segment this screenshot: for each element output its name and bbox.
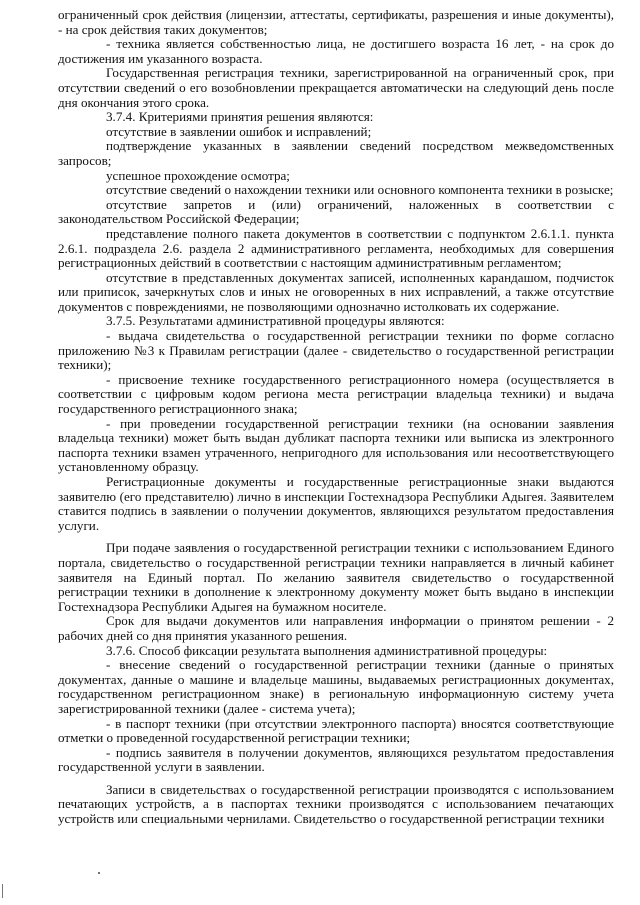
paragraph: 3.7.6. Способ фиксации результата выполнения административной процедуры: [106,642,548,658]
paragraph: отсутствие в представленных документах записей, исполненных карандашом, подчисток или приписок, зачеркнутых слов и иных не оговоренных в них исправлений, а также отсутствие документов с повреждениями, не позволяющими однозначно истолковать их содержание. [58,269,614,314]
paragraph: Записи в свидетельствах о государственной регистрации производятся с использованием печатающих устройств, а в паспортах техники производятся с использованием печатающих устройств или специальными чернилами. Свидетельство о государственной регистрации техники [58,781,614,827]
paragraph: - при проведении государственной регистрации техники (на основании заявления владельца техники) может быть выдан дубликат паспорта техники или выписка из электронного паспорта техники взамен утраченного, непригодного для использования или несоответствующего установленному образцу. [58,415,614,475]
paragraph: 3.7.5. Результатами административной процедуры являются: [106,313,445,329]
paragraph: успешное прохождение осмотра; [106,167,290,183]
paragraph: - выдача свидетельства о государственной регистрации техники по форме согласно приложению №3 к Правилам регистрации (далее - свидетельство о государственной регистрации техники); [58,328,614,373]
scan-speck [98,872,100,874]
paragraph: ограниченный срок действия (лицензии, аттестаты, сертификаты, разрешения и иные документы), - на срок действия таких документов; [58,7,614,37]
paragraph: - подпись заявителя в получении документов, являющихся результатом предоставления государственной услуги в заявлении. [58,744,614,775]
document-page [58,8,614,827]
paragraph: отсутствие запретов и (или) ограничений, наложенных в соответствии с законодательством Российской Федерации; [58,196,614,227]
paragraph: При подаче заявления о государственной регистрации техники с использованием Единого портала, свидетельство о государственной регистрации техники направляется в личный кабинет заявителя на Единый портал. По желанию заявителя свидетельство о государственной регистрации техники в дополнение к электронному документу может быть выдано в инспекции Гостехнадзора Республики Адыгея на бумажном носителе. [58,540,614,614]
paragraph: отсутствие в заявлении ошибок и исправлений; [106,123,372,139]
scan-edge-mark [2,884,3,898]
paragraph: - техника является собственностью лица, не достигшего возраста 16 лет, - на срок до достижения им указанного возраста. [58,36,614,66]
paragraph: Регистрационные документы и государственные регистрационные знаки выдаются заявителю (его представителю) лично в инспекции Гостехнадзора Республики Адыгея. Заявителем ставится подпись в заявлении о получении документов, являющихся результатом предоставления услуги. [58,474,614,533]
paragraph: - внесение сведений о государственной регистрации техники (данные о принятых документах, данные о машине и владельце машины, выдаваемых регистрационных документах, государственном регистрационном знаке) в региональную информационную систему учета зарегистрированной техники (далее - система учета); [58,657,614,716]
paragraph: подтверждение указанных в заявлении сведений посредством межведомственных запросов; [58,138,614,168]
paragraph: представление полного пакета документов в соответствии с подпунктом 2.6.1.1. пункта 2.6.1. подраздела 2.6. раздела 2 административного регламента, необходимых для совершения регистрационных действий в соответствии с настоящим административным регламентом; [58,225,614,271]
paragraph: Государственная регистрация техники, зарегистрированной на ограниченный срок, при отсутствии сведений о его возобновлении прекращается автоматически на следующий день после дня окончания этого срока. [58,65,614,110]
paragraph: 3.7.4. Критериями принятия решения являются: [106,109,374,125]
paragraph: - присвоение технике государственного регистрационного номера (осуществляется в соответствии с цифровым кодом региона места регистрации владельца техники) и выдача государственного регистрационного знака; [58,371,614,417]
paragraph: отсутствие сведений о нахождении техники или основного компонента техники в розыске; [106,182,614,198]
paragraph: - в паспорт техники (при отсутствии электронного паспорта) вносятся соответствующие отметки о проведенной государственной регистрации техники; [58,715,614,746]
paragraph: Срок для выдачи документов или направления информации о принятом решении - 2 рабочих дней со дня принятия указанного решения. [58,613,614,643]
